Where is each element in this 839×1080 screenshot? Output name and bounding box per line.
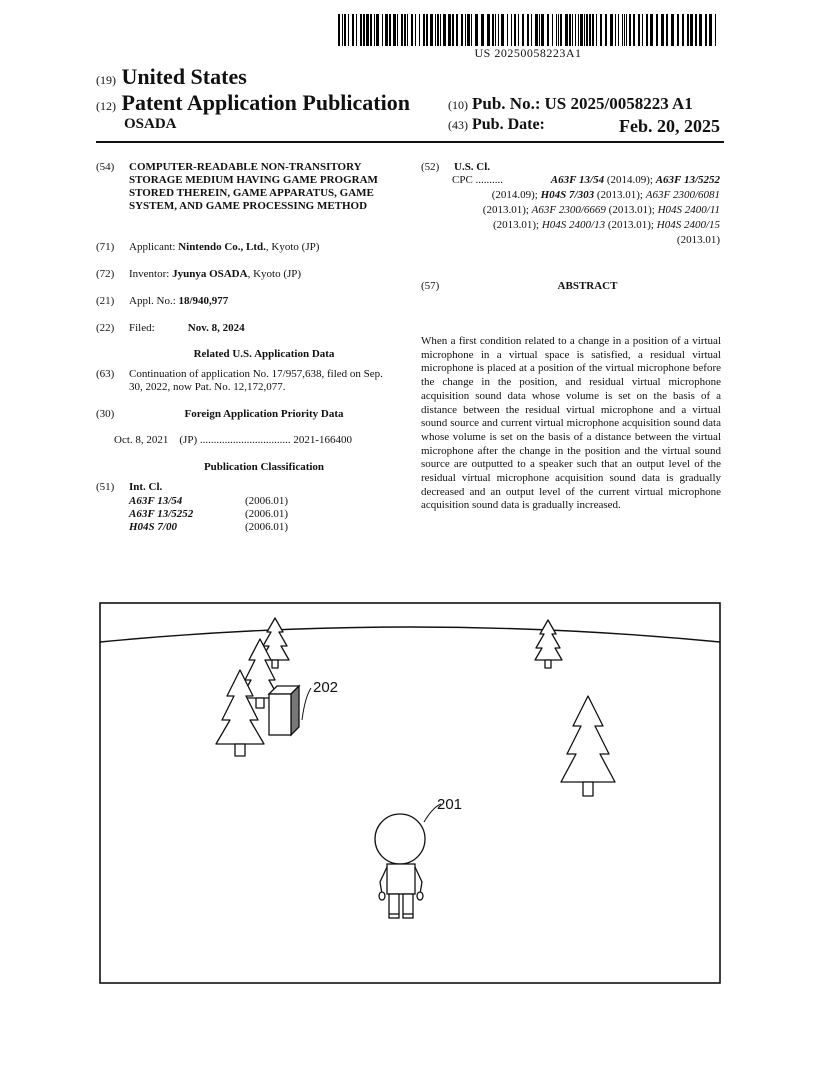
barcode-bar: [467, 14, 470, 46]
cpc-classifications: [452, 173, 720, 248]
cpc-code: H04S 7/303: [540, 189, 595, 201]
barcode-bar: [629, 14, 631, 46]
intcl-row: [129, 521, 288, 534]
filed-date: Nov. 8, 2024: [187, 322, 245, 334]
applicant: [129, 241, 319, 254]
code-52: (52): [421, 161, 440, 173]
continuation-text: Continuation of application No. 17/957,638, filed on Sep. 30, 2022, now Pat. No. 12,172,077.: [129, 368, 383, 393]
applicant-location: , Kyoto (JP): [265, 241, 320, 253]
country-line: [96, 64, 247, 90]
application-number: [129, 295, 228, 308]
barcode-bar: [650, 14, 653, 46]
intcl-code: H04S 7/00: [129, 521, 177, 533]
barcode-bar: [610, 14, 613, 46]
appl-label: Appl. No.:: [129, 295, 176, 307]
reference-label-201: 201: [437, 796, 463, 813]
cpc-prefix: [452, 173, 503, 188]
barcode-bar: [495, 14, 496, 46]
barcode-bar: [376, 14, 379, 46]
barcode-bar: [531, 14, 532, 46]
barcode-bar: [615, 14, 616, 46]
barcode-bar: [666, 14, 668, 46]
code-54: (54): [96, 161, 115, 173]
applicant-label: Applicant:: [129, 241, 176, 253]
intcl-row: [129, 495, 288, 508]
foreign-priority-row: [114, 434, 404, 447]
barcode-bar: [344, 14, 346, 46]
cpc-code: H04S 2400/13: [541, 219, 606, 231]
barcode-bar: [440, 14, 441, 46]
barcode-bar: [342, 14, 343, 46]
cpc-code: A63F 13/5252: [655, 174, 720, 186]
barcode-bar: [552, 14, 553, 46]
barcode-bar: [443, 14, 446, 46]
barcode-bar: [437, 14, 439, 46]
cpc-dots: ..........: [475, 174, 504, 186]
barcode-bar: [407, 14, 408, 46]
cpc-year: (2013.01);: [492, 219, 542, 231]
intcl-code: A63F 13/54: [129, 495, 183, 507]
barcode-bar: [511, 14, 512, 46]
barcode-bar: [677, 14, 679, 46]
barcode-bar: [370, 14, 372, 46]
publication-classification-heading: Publication Classification: [203, 461, 325, 473]
cpc-year: (2014.09);: [491, 189, 541, 201]
barcode-bar: [518, 14, 519, 46]
barcode-bar: [401, 14, 403, 46]
pub-number-line: [448, 94, 693, 114]
code-51: (51): [96, 481, 115, 493]
barcode-bar: [646, 14, 648, 46]
intcl-label: Int. Cl.: [129, 481, 163, 493]
barcode-bar: [382, 14, 383, 46]
barcode-bar: [498, 14, 499, 46]
barcode-bar: [363, 14, 365, 46]
barcode-bar: [475, 14, 478, 46]
code-71: (71): [96, 241, 115, 253]
cpc-year: (2014.09);: [604, 174, 656, 186]
publication-type-line: [96, 90, 410, 116]
inventor-surname: OSADA: [124, 116, 177, 132]
country: United States: [121, 64, 247, 89]
code-63: (63): [96, 368, 115, 380]
barcode-bar: [578, 14, 579, 46]
barcode-bar: [404, 14, 406, 46]
barcode-bar: [393, 14, 396, 46]
barcode-bar: [452, 14, 454, 46]
intcl-code: A63F 13/5252: [129, 508, 194, 520]
barcode-bar: [430, 14, 433, 46]
foreign-dots: .................................: [199, 434, 291, 446]
filed: [129, 322, 245, 335]
cpc-code: H04S 2400/11: [657, 204, 720, 216]
cpc-code: A63F 13/54: [550, 174, 605, 186]
applicant-name: Nintendo Co., Ltd.: [178, 241, 266, 253]
foreign-date: Oct. 8, 2021: [114, 434, 169, 446]
barcode-bar: [596, 14, 597, 46]
code-72: (72): [96, 268, 115, 280]
barcode-bar: [352, 14, 354, 46]
pub-number: US 2025/0058223 A1: [544, 94, 693, 113]
barcode-bar: [618, 14, 619, 46]
code-21: (21): [96, 295, 115, 307]
barcode-bar: [385, 14, 388, 46]
sound-source-box: [269, 686, 299, 735]
barcode-bar: [501, 14, 504, 46]
code-43: (43): [448, 118, 468, 132]
barcode-bar: [527, 14, 529, 46]
intcl-year: (2006.01): [245, 508, 289, 520]
intcl-list: [129, 495, 288, 534]
barcode-bar: [547, 14, 549, 46]
barcode-bar: [539, 14, 540, 46]
barcode-bar: [461, 14, 463, 46]
uscl-label: U.S. Cl.: [454, 161, 491, 173]
barcode-bar: [560, 14, 562, 46]
inventor-location: , Kyoto (JP): [247, 268, 302, 280]
barcode-bar: [580, 14, 583, 46]
barcode-bar: [541, 14, 544, 46]
barcode-bar: [622, 14, 623, 46]
appl-no: 18/940,977: [178, 295, 229, 307]
barcode-bar: [642, 14, 643, 46]
cpc-year: (2013.01);: [605, 204, 658, 216]
foreign-country: (JP): [179, 434, 198, 446]
publication-type: Patent Application Publication: [121, 90, 410, 115]
code-19: (19): [96, 73, 116, 87]
barcode-bar: [366, 14, 369, 46]
cpc-code: A63F 2300/6081: [645, 189, 720, 201]
barcode-bar: [535, 14, 538, 46]
barcode: [338, 14, 718, 46]
pub-number-label: Pub. No.:: [472, 94, 541, 113]
foreign-number: 2021-166400: [293, 434, 353, 446]
barcode-bar: [397, 14, 398, 46]
barcode-bar: [514, 14, 516, 46]
barcode-bar: [695, 14, 697, 46]
foreign-priority-heading: Foreign Application Priority Data: [184, 408, 344, 420]
cpc-code: A63F 2300/6669: [531, 204, 606, 216]
inventor-label: Inventor:: [129, 268, 170, 280]
barcode-bar: [705, 14, 707, 46]
barcode-bar: [374, 14, 375, 46]
barcode-bar: [411, 14, 413, 46]
barcode-bar: [556, 14, 557, 46]
barcode-bar: [584, 14, 585, 46]
barcode-bar: [522, 14, 524, 46]
barcode-bar: [389, 14, 391, 46]
barcode-bar: [633, 14, 635, 46]
pub-date: Feb. 20, 2025: [619, 116, 720, 136]
figure-drawing: [99, 602, 721, 984]
barcode-bar: [465, 14, 466, 46]
barcode-bar: [558, 14, 559, 46]
barcode-bar: [360, 14, 362, 46]
barcode-bar: [435, 14, 436, 46]
intcl-year: (2006.01): [245, 495, 289, 507]
barcode-bar: [426, 14, 428, 46]
barcode-bar: [687, 14, 689, 46]
pub-date-line: [448, 116, 720, 134]
barcode-bar: [586, 14, 588, 46]
filed-label: Filed:: [129, 322, 155, 334]
code-30: (30): [96, 408, 115, 420]
barcode-bar: [492, 14, 494, 46]
barcode-bar: [600, 14, 602, 46]
barcode-bar: [715, 14, 716, 46]
barcode-bar: [569, 14, 571, 46]
abstract-text: When a first condition related to a change in a position of a virtual microphone in a virtual space is satisfied, a residual virtual microphone is placed at a position of the virtual microphone before the change in the position, and residual virtual microphone acquisition sound data whose volume is set on the basis of a distance between the residual virtual microphone and a virtual sound source and current virtual microphone acquisition sound data whose volume is set on the basis of a distance between the virtual microphone after the change in the position and the virtual sound source are outputted to a speaker such that an output level of the residual virtual microphone acquisition sound data is gradually decreased and an output level of the current virtual microphone acquisition sound data is gradually increased.: [421, 335, 721, 512]
barcode-bar: [661, 14, 664, 46]
barcode-bar: [624, 14, 625, 46]
barcode-bar: [415, 14, 416, 46]
invention-title: COMPUTER-READABLE NON-TRANSITORY STORAGE MEDIUM HAVING GAME PROGRAM STORED THEREIN, GAME APPARATUS, GAME SYSTEM, AND GAME PROCESSING METHOD: [129, 161, 378, 212]
barcode-bar: [423, 14, 425, 46]
cpc-year: (2013.01): [676, 234, 720, 246]
barcode-bar: [565, 14, 568, 46]
inventor-name: Jyunya OSADA: [172, 268, 248, 280]
barcode-bar: [338, 14, 340, 46]
barcode-bar: [356, 14, 357, 46]
barcode-bar: [456, 14, 458, 46]
code-22: (22): [96, 322, 115, 334]
abstract-heading: ABSTRACT: [557, 280, 618, 292]
header-rule: [96, 141, 724, 143]
barcode-bar: [589, 14, 591, 46]
barcode-bar: [671, 14, 674, 46]
barcode-bar: [575, 14, 576, 46]
code-10: (10): [448, 98, 468, 112]
intcl-year: (2006.01): [245, 521, 289, 533]
barcode-bar: [348, 14, 349, 46]
barcode-bar: [638, 14, 640, 46]
inventor: [129, 268, 301, 281]
code-57: (57): [421, 280, 440, 292]
int-cl: [129, 481, 288, 534]
figure-frame: [100, 603, 720, 983]
barcode-bar: [487, 14, 490, 46]
related-data-heading: Related U.S. Application Data: [193, 348, 335, 360]
barcode-bar: [699, 14, 702, 46]
barcode-bar: [572, 14, 573, 46]
reference-label-202: 202: [313, 679, 339, 696]
barcode-bar: [709, 14, 712, 46]
barcode-bar: [682, 14, 684, 46]
barcode-bar: [481, 14, 484, 46]
barcode-bar: [626, 14, 627, 46]
pub-date-label: Pub. Date:: [472, 116, 545, 133]
barcode-bar: [419, 14, 420, 46]
cpc-label: CPC: [452, 174, 473, 186]
cpc-year: (2013.01);: [594, 189, 646, 201]
barcode-bar: [592, 14, 594, 46]
cpc-year: (2013.01);: [482, 204, 532, 216]
barcode-bar: [656, 14, 658, 46]
intcl-row: [129, 508, 288, 521]
cpc-year: (2013.01);: [605, 219, 657, 231]
code-12: (12): [96, 99, 116, 113]
barcode-bar: [448, 14, 451, 46]
barcode-number: US 20250058223A1: [474, 46, 582, 60]
barcode-bar: [690, 14, 693, 46]
barcode-bar: [507, 14, 508, 46]
cpc-code: H04S 2400/15: [656, 219, 720, 231]
barcode-bar: [471, 14, 472, 46]
barcode-bar: [605, 14, 607, 46]
